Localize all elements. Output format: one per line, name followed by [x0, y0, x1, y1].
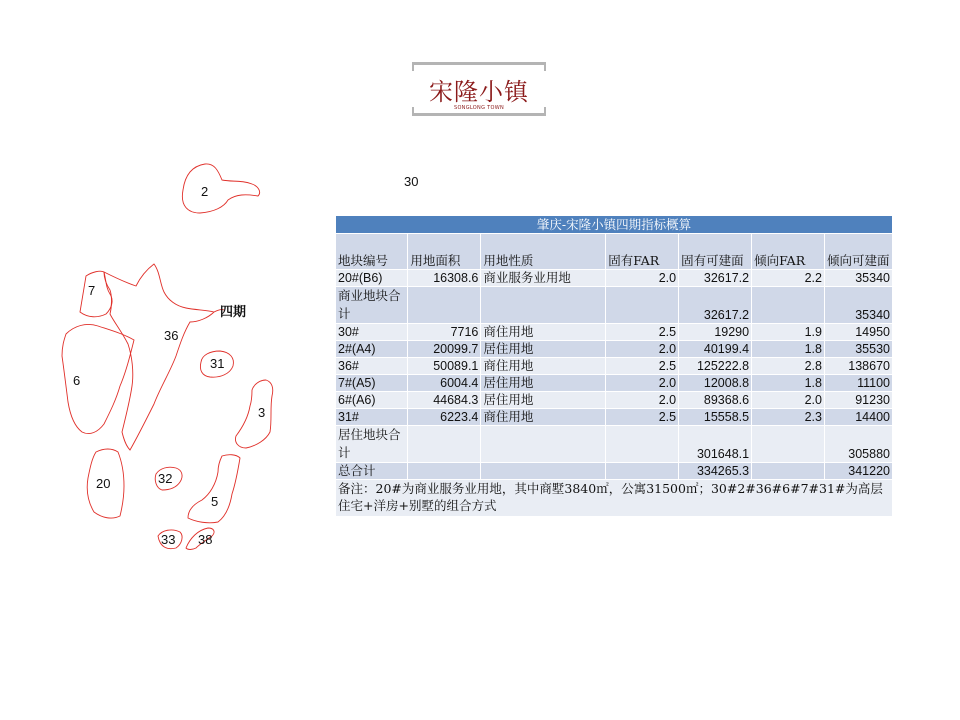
- cell-land-use: 商住用地: [481, 409, 606, 426]
- cell-target-far: [752, 287, 825, 324]
- cell-fixed-far: 2.5: [606, 409, 679, 426]
- cell-fixed-buildable: 125222.8: [679, 358, 752, 375]
- plot-label-33: 33: [161, 532, 176, 547]
- cell-plot-code: 30#: [336, 324, 408, 341]
- cell-plot-code: 20#(B6): [336, 270, 408, 287]
- cell-target-buildable: 11100: [825, 375, 893, 392]
- cell-plot-code: 商业地块合计: [336, 287, 408, 324]
- plot-2-outline: [182, 164, 259, 213]
- cell-land-use: 商住用地: [481, 358, 606, 375]
- cell-fixed-far: 2.0: [606, 392, 679, 409]
- cell-fixed-buildable: 32617.2: [679, 270, 752, 287]
- plot-5-outline: [188, 455, 240, 523]
- table-row: [336, 270, 893, 287]
- cell-land-use: 商住用地: [481, 324, 606, 341]
- plot-36-outline: [104, 264, 214, 450]
- header-land-area: 用地面积: [408, 234, 481, 270]
- cell-target-far: [752, 463, 825, 480]
- cell-land-area: 6004.4: [408, 375, 481, 392]
- plot-label-30: 30: [404, 174, 419, 189]
- cell-fixed-far: [606, 287, 679, 324]
- cell-land-area: 7716: [408, 324, 481, 341]
- cell-land-area: 50089.1: [408, 358, 481, 375]
- cell-plot-code: 总合计: [336, 463, 408, 480]
- table-row: [336, 375, 893, 392]
- cell-plot-code: 31#: [336, 409, 408, 426]
- cell-fixed-buildable: 301648.1: [679, 426, 752, 463]
- table-row: [336, 463, 893, 480]
- cell-land-area: 6223.4: [408, 409, 481, 426]
- cell-fixed-far: 2.5: [606, 324, 679, 341]
- cell-plot-code: 居住地块合计: [336, 426, 408, 463]
- cell-plot-code: 6#(A6): [336, 392, 408, 409]
- cell-target-buildable: 91230: [825, 392, 893, 409]
- plot-label-20: 20: [96, 476, 111, 491]
- cell-target-buildable: 35340: [825, 270, 893, 287]
- cell-land-use: [481, 463, 606, 480]
- cell-fixed-far: [606, 426, 679, 463]
- logo-title: 宋隆小镇: [429, 78, 529, 106]
- cell-target-buildable: 14400: [825, 409, 893, 426]
- header-target-buildable: 倾向可建面: [825, 234, 893, 270]
- cell-land-area: 16308.6: [408, 270, 481, 287]
- cell-target-buildable: 138670: [825, 358, 893, 375]
- cell-land-use: 商业服务业用地: [481, 270, 606, 287]
- cell-fixed-far: 2.0: [606, 341, 679, 358]
- header-fixed-buildable: 固有可建面: [679, 234, 752, 270]
- cell-target-far: 2.0: [752, 392, 825, 409]
- table-row: [336, 324, 893, 341]
- table-row: [336, 426, 893, 463]
- cell-land-area: 20099.7: [408, 341, 481, 358]
- cell-fixed-buildable: 12008.8: [679, 375, 752, 392]
- cell-land-area: 44684.3: [408, 392, 481, 409]
- cell-land-area: [408, 287, 481, 324]
- table-note-row: [336, 480, 893, 517]
- cell-land-use: 居住用地: [481, 341, 606, 358]
- cell-fixed-buildable: 15558.5: [679, 409, 752, 426]
- cell-target-far: 2.2: [752, 270, 825, 287]
- cell-target-far: 1.9: [752, 324, 825, 341]
- logo-top-bar: [412, 62, 546, 65]
- header-target-far: 倾向FAR: [752, 234, 825, 270]
- plot-label-3: 3: [258, 405, 266, 420]
- table-row: [336, 358, 893, 375]
- table-title: 肇庆-宋隆小镇四期指标概算: [336, 216, 893, 234]
- table-row: [336, 392, 893, 409]
- header-land-use: 用地性质: [481, 234, 606, 270]
- plot-label-2: 2: [201, 184, 209, 199]
- cell-plot-code: 2#(A4): [336, 341, 408, 358]
- cell-land-area: [408, 426, 481, 463]
- plot-label-7: 7: [88, 283, 96, 298]
- header-fixed-far: 固有FAR: [606, 234, 679, 270]
- logo-subtitle: SONGLONG TOWN: [453, 105, 505, 111]
- logo-bottom-bar: [412, 113, 546, 116]
- cell-fixed-far: [606, 463, 679, 480]
- plot-7-outline: [80, 271, 112, 317]
- cell-plot-code: 36#: [336, 358, 408, 375]
- plot-label-32: 32: [158, 471, 173, 486]
- cell-target-far: 2.8: [752, 358, 825, 375]
- phase-four-label: 四期: [220, 305, 247, 320]
- songlong-town-logo: [412, 62, 546, 116]
- cell-target-buildable: 305880: [825, 426, 893, 463]
- cell-target-buildable: 35340: [825, 287, 893, 324]
- cell-fixed-far: 2.0: [606, 270, 679, 287]
- plot-label-6: 6: [73, 373, 81, 388]
- cell-target-far: 1.8: [752, 341, 825, 358]
- plot-label-5: 5: [211, 494, 219, 509]
- cell-fixed-buildable: 334265.3: [679, 463, 752, 480]
- cell-land-use: [481, 426, 606, 463]
- table-header-row: [336, 234, 893, 270]
- cell-target-buildable: 35530: [825, 341, 893, 358]
- cell-land-use: 居住用地: [481, 375, 606, 392]
- table-row: [336, 341, 893, 358]
- table-title-row: [336, 216, 893, 234]
- cell-land-use: 居住用地: [481, 392, 606, 409]
- plot-label-36: 36: [164, 328, 179, 343]
- cell-target-far: 1.8: [752, 375, 825, 392]
- cell-target-far: 2.3: [752, 409, 825, 426]
- cell-plot-code: 7#(A5): [336, 375, 408, 392]
- cell-land-area: [408, 463, 481, 480]
- table-row: [336, 287, 893, 324]
- plot-label-31: 31: [210, 356, 225, 371]
- cell-fixed-buildable: 19290: [679, 324, 752, 341]
- cell-land-use: [481, 287, 606, 324]
- cell-fixed-far: 2.5: [606, 358, 679, 375]
- cell-target-buildable: 14950: [825, 324, 893, 341]
- table-body: [336, 270, 893, 480]
- cell-fixed-buildable: 89368.6: [679, 392, 752, 409]
- table-row: [336, 409, 893, 426]
- header-plot-code: 地块编号: [336, 234, 408, 270]
- plot-label-38: 38: [198, 532, 213, 547]
- cell-target-far: [752, 426, 825, 463]
- table-note: 备注：20#为商业服务业用地，其中商墅3840㎡，公寓31500㎡；30#2#36#6#7#31#为高层住宅+洋房+别墅的组合方式: [336, 480, 893, 517]
- cell-fixed-far: 2.0: [606, 375, 679, 392]
- plot-3-outline: [235, 380, 272, 448]
- cell-target-buildable: 341220: [825, 463, 893, 480]
- plot-outlines: [0, 0, 340, 600]
- cell-fixed-buildable: 40199.4: [679, 341, 752, 358]
- indicator-table: [336, 216, 893, 517]
- cell-fixed-buildable: 32617.2: [679, 287, 752, 324]
